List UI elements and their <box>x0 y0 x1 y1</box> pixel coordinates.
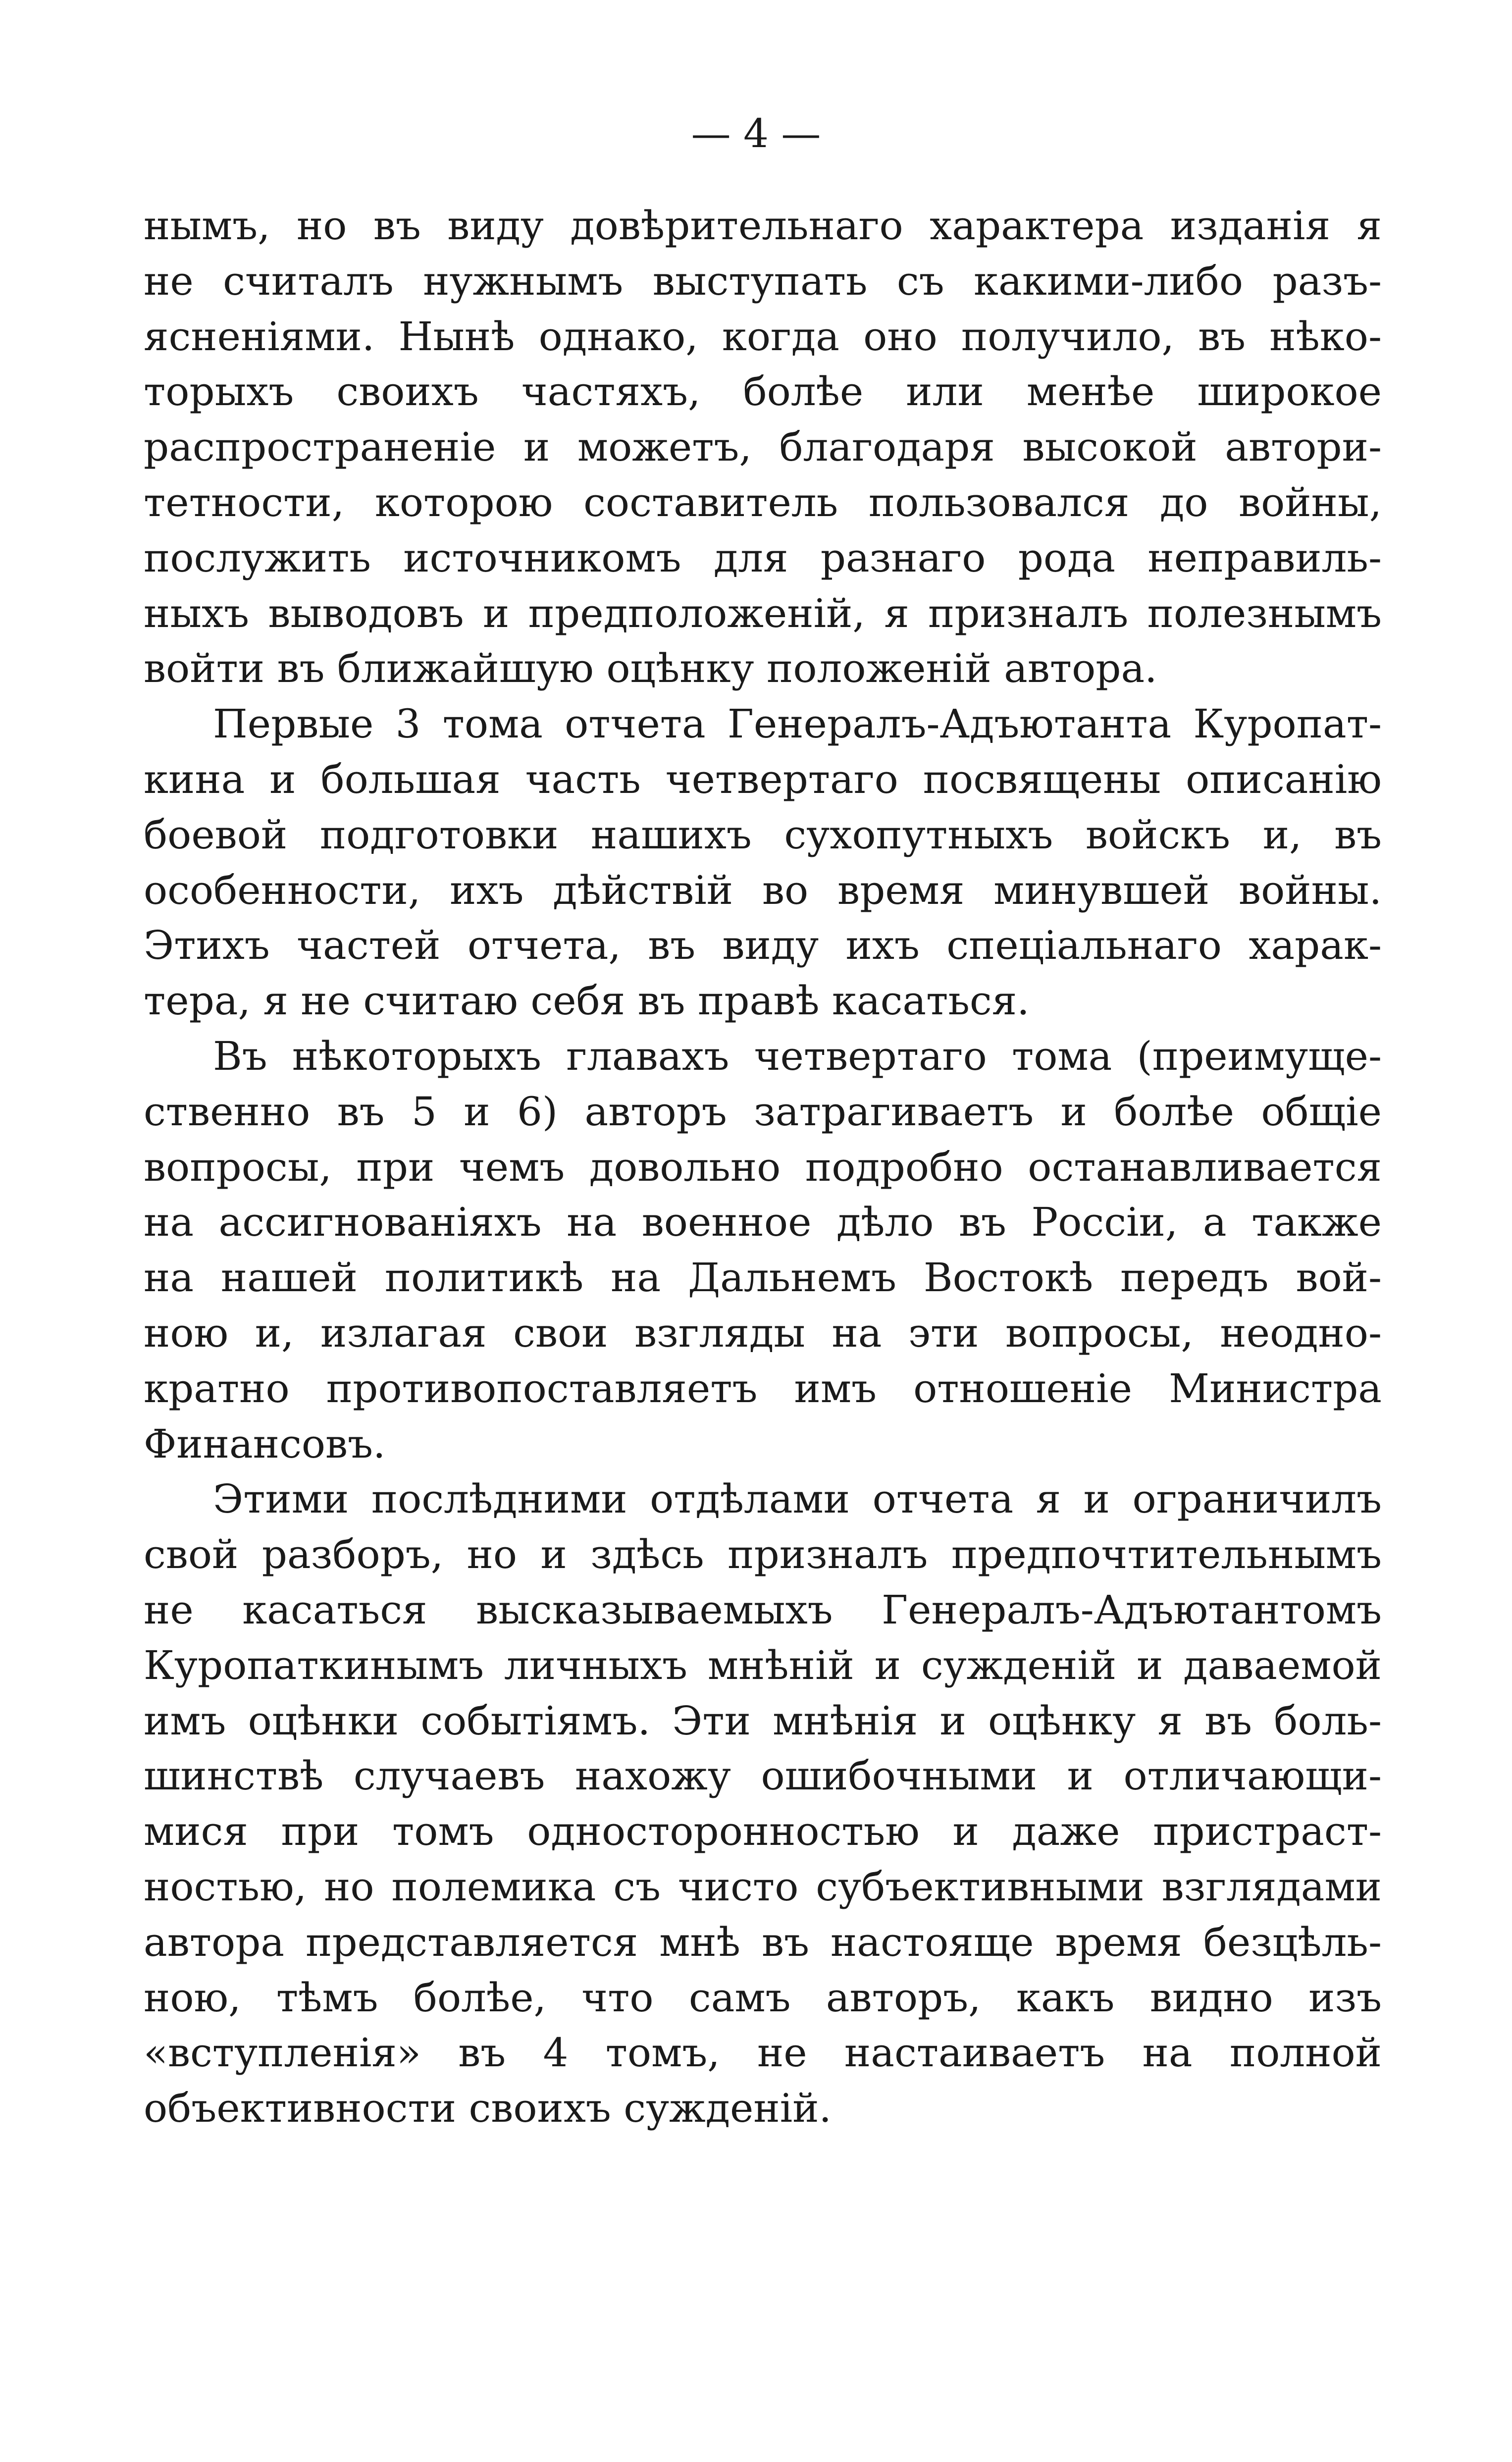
text-line: ныхъ выводовъ и предположеній, я призналъ полезнымъ <box>144 590 1382 636</box>
text-line: не считалъ нужнымъ выступать съ какими-либо разъ- <box>144 258 1382 304</box>
text-line: кина и большая часть четвертаго посвящены описанію <box>144 756 1382 802</box>
text-line: Первые 3 тома отчета Генералъ-Адъютанта Куропат- <box>213 701 1382 747</box>
text-line: торыхъ своихъ частяхъ, болѣе или менѣе широкое <box>144 368 1382 415</box>
text-line: Въ нѣкоторыхъ главахъ четвертаго тома (преимуще- <box>213 1033 1382 1079</box>
text-line: «вступленія» въ 4 томъ, не настаиваетъ на полной <box>144 2030 1382 2076</box>
text-line: боевой подготовки нашихъ сухопутныхъ войскъ и, въ <box>144 811 1382 858</box>
text-line: на ассигнованіяхъ на военное дѣло въ Россіи, а также <box>144 1199 1382 1246</box>
text-line: автора представляется мнѣ въ настояще время безцѣль- <box>144 1919 1382 1965</box>
text-line: на нашей политикѣ на Дальнемъ Востокѣ передъ вой- <box>144 1255 1382 1301</box>
text-line: не касаться высказываемыхъ Генералъ-Адъютантомъ <box>144 1586 1382 1633</box>
text-line: войти въ ближайшую оцѣнку положеній автора. <box>144 645 1157 692</box>
paragraph-4 <box>144 1471 1382 2136</box>
text-line: ною, тѣмъ болѣе, что самъ авторъ, какъ видно изъ <box>144 1974 1382 2021</box>
paragraph-1 <box>144 198 1382 696</box>
paragraph-3 <box>144 1029 1382 1471</box>
paragraph-2 <box>144 696 1382 1029</box>
text-line: ною и, излагая свои взгляды на эти вопросы, неодно- <box>144 1310 1382 1356</box>
text-line: нымъ, но въ виду довѣрительнаго характера изданія я <box>144 203 1382 249</box>
page-number: — 4 — <box>691 110 821 157</box>
text-line: распространеніе и можетъ, благодаря высокой автори- <box>144 424 1382 471</box>
text-line: послужить источникомъ для разнаго рода неправиль- <box>144 534 1382 581</box>
text-line: Куропаткинымъ личныхъ мнѣній и сужденій и даваемой <box>144 1642 1382 1688</box>
text-line: кратно противопоставляетъ имъ отношеніе Министра <box>144 1365 1382 1412</box>
text-line: свой разборъ, но и здѣсь призналъ предпочтительнымъ <box>144 1531 1382 1578</box>
text-line: Этими послѣдними отдѣлами отчета я и ограничилъ <box>213 1476 1382 1522</box>
text-line: мися при томъ односторонностью и даже пристраст- <box>144 1808 1382 1855</box>
text-line: шинствѣ случаевъ нахожу ошибочными и отличающи- <box>144 1753 1382 1799</box>
text-line: вопросы, при чемъ довольно подробно останавливается <box>144 1144 1382 1190</box>
text-line: ственно въ 5 и 6) авторъ затрагиваетъ и болѣе общіе <box>144 1088 1382 1135</box>
text-line: имъ оцѣнки событіямъ. Эти мнѣнія и оцѣнку я въ боль- <box>144 1697 1382 1744</box>
text-line: тетности, которою составитель пользовался до войны, <box>144 479 1382 525</box>
text-line: особенности, ихъ дѣйствій во время минувшей войны. <box>144 867 1382 913</box>
text-line: объективности своихъ сужденій. <box>144 2085 832 2132</box>
text-line: тера, я не считаю себя въ правѣ касаться. <box>144 978 1030 1024</box>
text-line: ясненіями. Нынѣ однако, когда оно получило, въ нѣко- <box>144 313 1382 360</box>
body-text <box>144 198 1382 2136</box>
text-line: ностью, но полемика съ чисто субъективными взглядами <box>144 1863 1382 1910</box>
text-line: Финансовъ. <box>144 1420 386 1467</box>
text-line: Этихъ частей отчета, въ виду ихъ спеціальнаго харак- <box>144 922 1382 969</box>
